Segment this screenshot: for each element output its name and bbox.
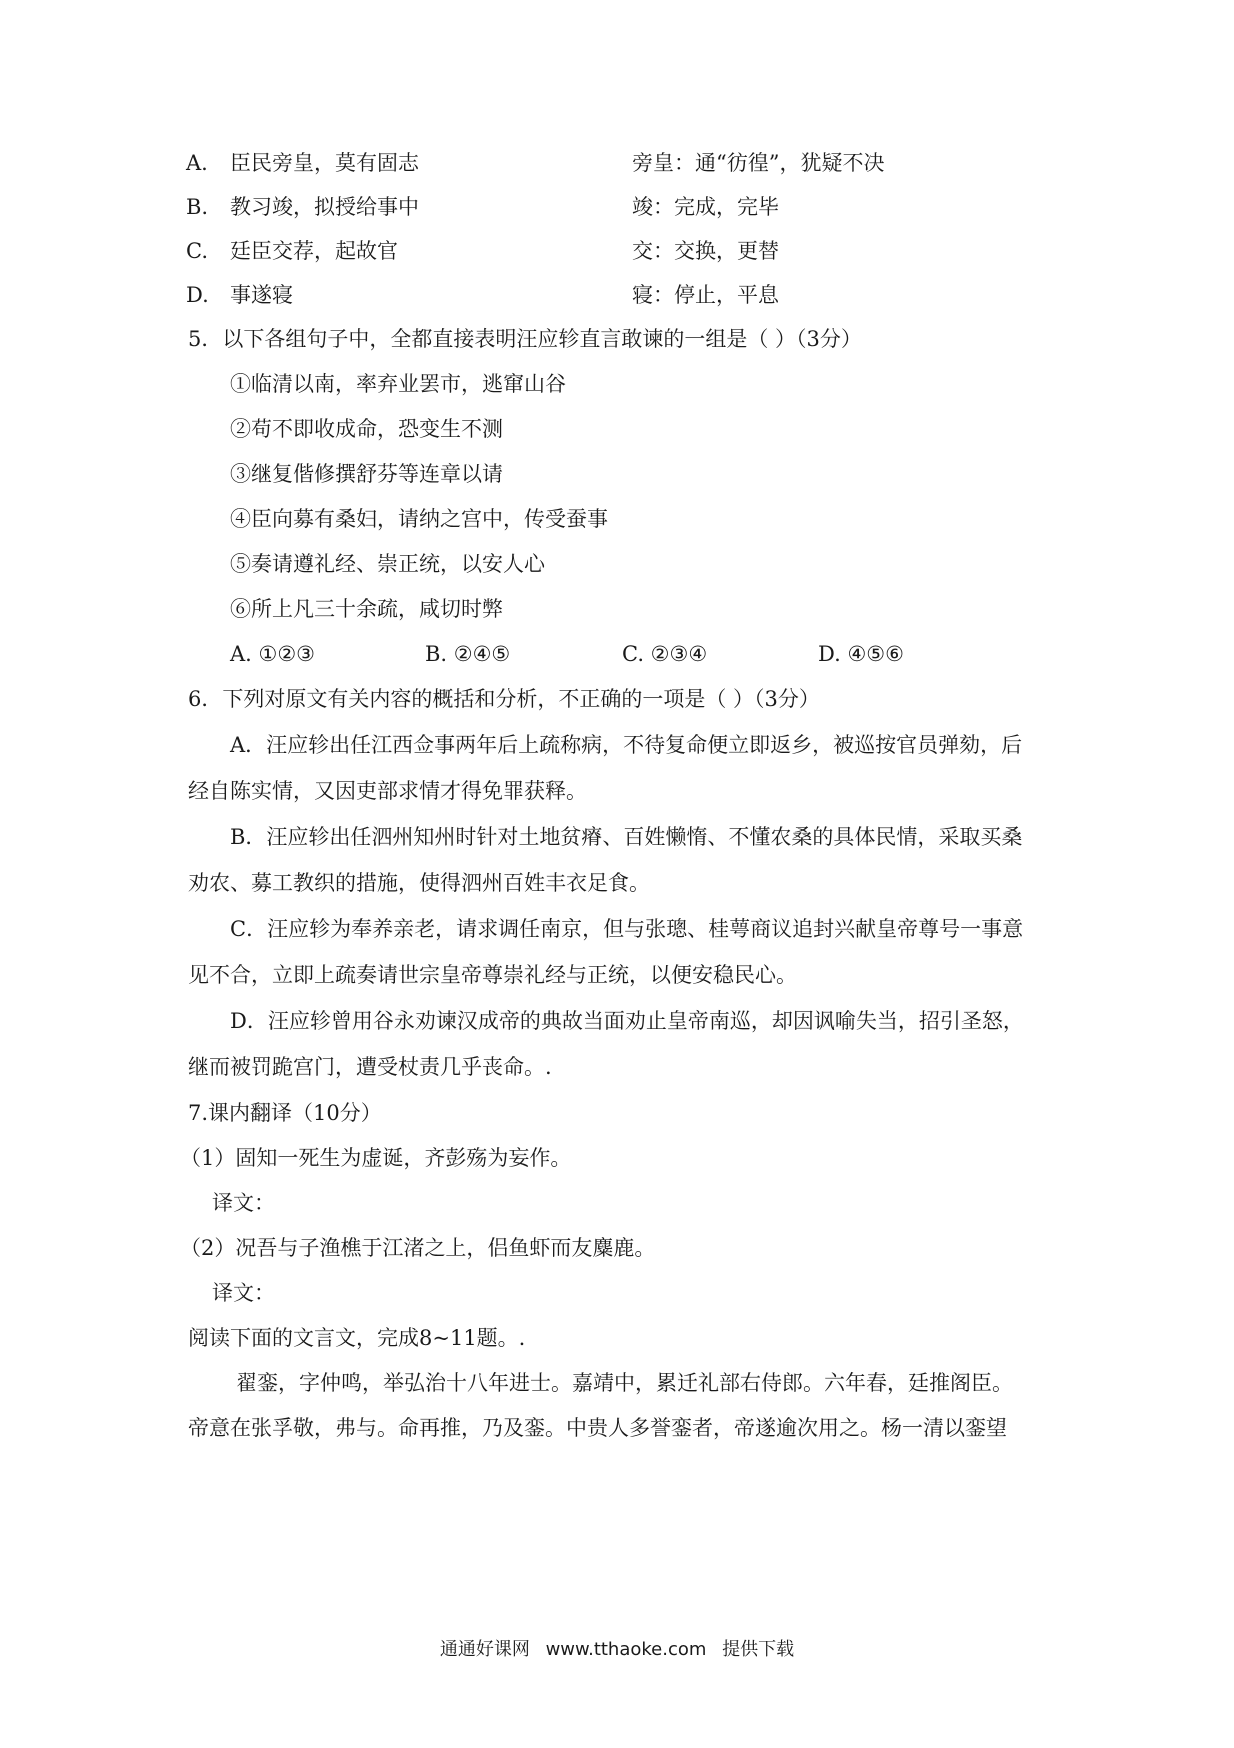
q7-answer-1-label: 译文： (212, 1191, 275, 1215)
q4-option-c (230, 236, 398, 266)
q5-choice-a: A. ①②③ (230, 642, 315, 666)
q4-option-c-gloss: 交：交换，更替 (632, 239, 779, 263)
q4-option-b (230, 192, 419, 222)
q6-option-b-line2: 劝农、募工教织的措施，使得泗州百姓丰衣足食。 (188, 871, 650, 895)
footer-note: 提供下载 (722, 1639, 795, 1660)
reading-intro: 阅读下面的文言文，完成8~11题。. (188, 1326, 526, 1350)
q5-item-1: ①临清以南，率弃业罢市，逃窜山谷 (230, 372, 566, 396)
q4-label-a: A. (186, 151, 208, 175)
q6-option-d-line1: D．汪应轸曾用谷永劝谏汉成帝的典故当面劝止皇帝南巡，却因讽喻失当，招引圣怒， (230, 1009, 1024, 1033)
reading-passage-line2: 帝意在张孚敬，弗与。命再推，乃及銮。中贵人多誉銮者，帝遂逾次用之。杨一清以銮望 (188, 1416, 1007, 1440)
footer-url[interactable]: www.tthaoke.com (545, 1639, 707, 1660)
q6-option-a-line2: 经自陈实情，又因吏部求情才得免罪获释。 (188, 779, 587, 803)
q4-label-d: D. (186, 283, 209, 307)
footer-site-name: 通通好课网 (439, 1639, 530, 1660)
page-footer (0, 1638, 1234, 1662)
q6-stem: 6．下列对原文有关内容的概括和分析，不正确的一项是（ ）（3分） (188, 687, 820, 711)
q4-option-a-gloss: 旁皇：通“彷徨”，犹疑不决 (632, 151, 885, 175)
q5-item-3: ③继复偕修撰舒芬等连章以请 (230, 462, 503, 486)
q4-option-b-gloss: 竣：完成，完毕 (632, 195, 779, 219)
q4-option-a-text: 臣民旁皇，莫有固志 (230, 151, 419, 175)
q6-option-c-line1: C．汪应轸为奉养亲老，请求调任南京，但与张璁、桂萼商议追封兴献皇帝尊号一事意 (230, 917, 1024, 941)
q4-label-c: C. (186, 239, 208, 263)
q6-option-c-line2: 见不合，立即上疏奏请世宗皇帝尊崇礼经与正统，以便安稳民心。 (188, 963, 797, 987)
q4-option-d-gloss: 寝：停止，平息 (632, 283, 779, 307)
q7-sentence-1: （1）固知一死生为虚诞，齐彭殇为妄作。 (180, 1146, 572, 1170)
q7-sentence-2: （2）况吾与子渔樵于江渚之上，侣鱼虾而友麋鹿。 (180, 1236, 656, 1260)
q6-option-b-line1: B．汪应轸出任泗州知州时针对土地贫瘠、百姓懒惰、不懂农桑的具体民情，采取买桑 (230, 825, 1023, 849)
q5-choice-b: B. ②④⑤ (425, 642, 511, 666)
q4-option-b-text: 教习竣，拟授给事中 (230, 195, 419, 219)
q7-answer-2-label: 译文： (212, 1281, 275, 1305)
q6-option-d-line2: 继而被罚跪宫门，遭受杖责几乎丧命。. (188, 1055, 552, 1079)
reading-passage-line1: 翟銮，字仲鸣，举弘治十八年进士。嘉靖中，累迁礼部右侍郎。六年春，廷推阁臣。 (236, 1371, 1013, 1395)
q5-item-5: ⑤奏请遵礼经、崇正统，以安人心 (230, 552, 545, 576)
q5-item-6: ⑥所上凡三十余疏，咸切时弊 (230, 597, 503, 621)
q4-option-d (230, 280, 293, 310)
q5-item-2: ②苟不即收成命，恐变生不测 (230, 417, 503, 441)
q4-option-d-text: 事遂寝 (230, 283, 293, 307)
q5-item-4: ④臣向募有桑妇，请纳之宫中，传受蚕事 (230, 507, 608, 531)
q6-option-a-line1: A．汪应轸出任江西佥事两年后上疏称病，不待复命便立即返乡，被巡按官员弹劾，后 (230, 733, 1023, 757)
q4-option-c-text: 廷臣交荐，起故官 (230, 239, 398, 263)
q5-choice-d: D. ④⑤⑥ (818, 642, 904, 666)
q5-choice-c: C. ②③④ (622, 642, 708, 666)
q7-stem: 7.课内翻译（10分） (188, 1101, 382, 1125)
q5-stem: 5．以下各组句子中，全都直接表明汪应轸直言敢谏的一组是（ ）（3分） (188, 327, 862, 351)
q4-option-a (230, 148, 419, 178)
q4-label-b: B. (186, 195, 209, 219)
